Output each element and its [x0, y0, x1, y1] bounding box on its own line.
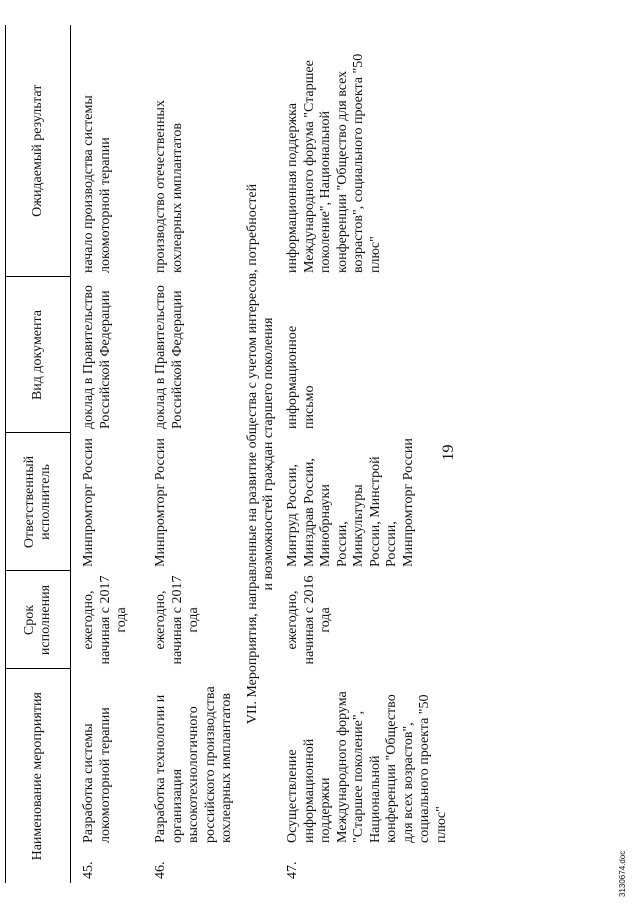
row-doc: доклад в Правительство Российской Федерации [81, 285, 113, 429]
footer-file-code: 3130674.doc [618, 850, 627, 897]
row-number: 45. [81, 861, 96, 879]
table-row [153, 25, 239, 883]
row-result: информационная поддержка Международного форума "Старшее поколение", Национальной конференции "Общество для всех возрастов", социального проекта "50 плюс" [285, 53, 383, 273]
row-name: Разработка технологии и организация высокотехнологичного российского производства кохлеарных имплантатов [153, 686, 234, 843]
header-name: Наименование мероприятия [6, 669, 71, 883]
header-result: Ожидаемый результат [6, 25, 71, 277]
header-term: Срок исполнения [6, 571, 71, 669]
row-term: ежегодно, начиная с 2016 года [285, 575, 333, 665]
header-executor: Ответственный исполнитель [6, 433, 71, 571]
section-heading-line-1: VII. Мероприятия, направленные на развитие общества с учетом интересов, потребностей [245, 183, 260, 725]
page-number: 19 [440, 444, 457, 461]
row-name: Осуществление информационной поддержки Международного форума "Старшее поколение", Национальной конференции "Общество для всех возрастов", социального проекта "50 плюс" [285, 691, 449, 843]
row-term: ежегодно, начиная с 2017 года [153, 575, 201, 665]
row-doc: информационное письмо [285, 325, 317, 429]
section-heading [239, 25, 285, 883]
row-executor: Минтруд России, Минздрав России, Минобрнауки России, Минкультуры России, Минстрой России, Минпромторг России [285, 438, 416, 567]
row-executor: Минпромторг России [81, 438, 96, 567]
row-number: 47. [285, 861, 300, 879]
row-number: 46. [153, 861, 168, 879]
row-executor: Минпромторг России [153, 438, 168, 567]
row-name: Разработка системы локомоторной терапии [81, 707, 113, 843]
row-result: производство отечественных кохлеарных имплантатов [153, 100, 185, 273]
table-header-row [6, 25, 71, 883]
row-doc: доклад в Правительство Российской Федерации [153, 285, 185, 429]
section-heading-row [239, 25, 285, 883]
header-doc: Вид документа [6, 277, 71, 433]
table-row [285, 25, 450, 883]
row-result: начало производства системы локомоторной терапии [81, 95, 113, 273]
measures-table [5, 25, 450, 883]
section-heading-line-2: и возможностей граждан старшего поколения [261, 317, 276, 591]
table-row [71, 25, 154, 883]
row-term: ежегодно, начиная с 2017 года [81, 575, 129, 665]
